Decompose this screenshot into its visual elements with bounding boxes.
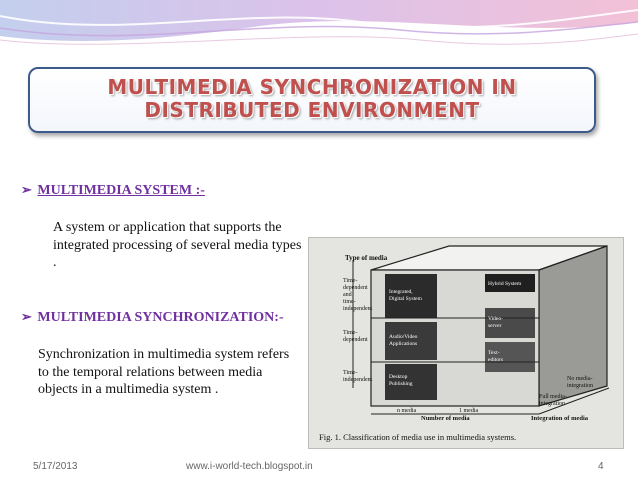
arrow-bullet-icon: ➢ xyxy=(21,182,32,197)
heading-multimedia-system xyxy=(21,182,205,199)
label-desktop-publishing-2: Publishing xyxy=(389,381,413,387)
footer-url: www.i-world-tech.blogspot.in xyxy=(186,461,313,472)
label-full-media-integration-2: integration xyxy=(539,401,565,407)
media-classification-figure xyxy=(308,237,624,449)
label-audio-video-1: Audio/Video xyxy=(389,334,418,340)
label-type-of-media: Type of media xyxy=(345,254,388,262)
label-text-editors-2: editors xyxy=(488,357,503,363)
label-time-independent-1: Time- xyxy=(343,370,358,376)
header-decoration xyxy=(0,0,638,58)
label-no-media-integration-1: No media- xyxy=(567,376,593,382)
label-number-of-media: Number of media xyxy=(421,415,470,422)
label-one-media: 1 media xyxy=(459,408,479,414)
label-full-media-integration-1: Full media- xyxy=(539,394,567,400)
label-video-server-2: server xyxy=(488,323,502,329)
title-box xyxy=(28,67,596,133)
label-time-dependent-1: Time- xyxy=(343,330,358,336)
label-integration-of-media: Integration of media xyxy=(531,415,589,422)
heading-label: MULTIMEDIA SYNCHRONIZATION:- xyxy=(37,310,284,325)
label-text-editors-1: Text- xyxy=(488,350,500,356)
footer-date: 5/17/2013 xyxy=(33,461,78,472)
slide-title-line-2: DISTRIBUTED ENVIRONMENT xyxy=(144,98,480,122)
label-integrated-digital-1: Integrated, xyxy=(389,289,413,295)
label-hybrid-system: Hybrid System xyxy=(488,281,522,287)
label-time-dependent-and-independent-3: and xyxy=(343,292,352,298)
label-time-dependent-and-independent-4: time- xyxy=(343,299,356,305)
label-integrated-digital-2: Digital System xyxy=(389,296,422,302)
label-n-media: n media xyxy=(397,408,417,414)
label-time-dependent-2: dependent xyxy=(343,337,368,343)
label-time-dependent-and-independent-5: independent xyxy=(343,306,373,312)
label-video-server-1: Video- xyxy=(488,316,503,322)
arrow-bullet-icon: ➢ xyxy=(21,309,32,324)
label-desktop-publishing-1: Desktop xyxy=(389,374,408,380)
page-number: 4 xyxy=(598,461,604,472)
label-time-dependent-and-independent-2: dependent xyxy=(343,285,368,291)
slide-title-line-1: MULTIMEDIA SYNCHRONIZATION IN xyxy=(107,75,517,99)
label-time-independent-2: independent xyxy=(343,377,373,383)
label-audio-video-2: Applications xyxy=(389,341,418,347)
heading-label: MULTIMEDIA SYSTEM :- xyxy=(37,183,205,198)
paragraph-multimedia-system: A system or application that supports the integrated processing of several media types . xyxy=(53,220,302,270)
figure-caption: Fig. 1. Classification of media use in multimedia systems. xyxy=(319,432,517,442)
heading-multimedia-synchronization xyxy=(21,309,284,326)
label-time-dependent-and-independent-1: Time- xyxy=(343,278,358,284)
paragraph-multimedia-synchronization: Synchronization in multimedia system refers to the temporal relations between media objects in a multimedia system . xyxy=(38,347,290,397)
label-no-media-integration-2: integration xyxy=(567,383,593,389)
